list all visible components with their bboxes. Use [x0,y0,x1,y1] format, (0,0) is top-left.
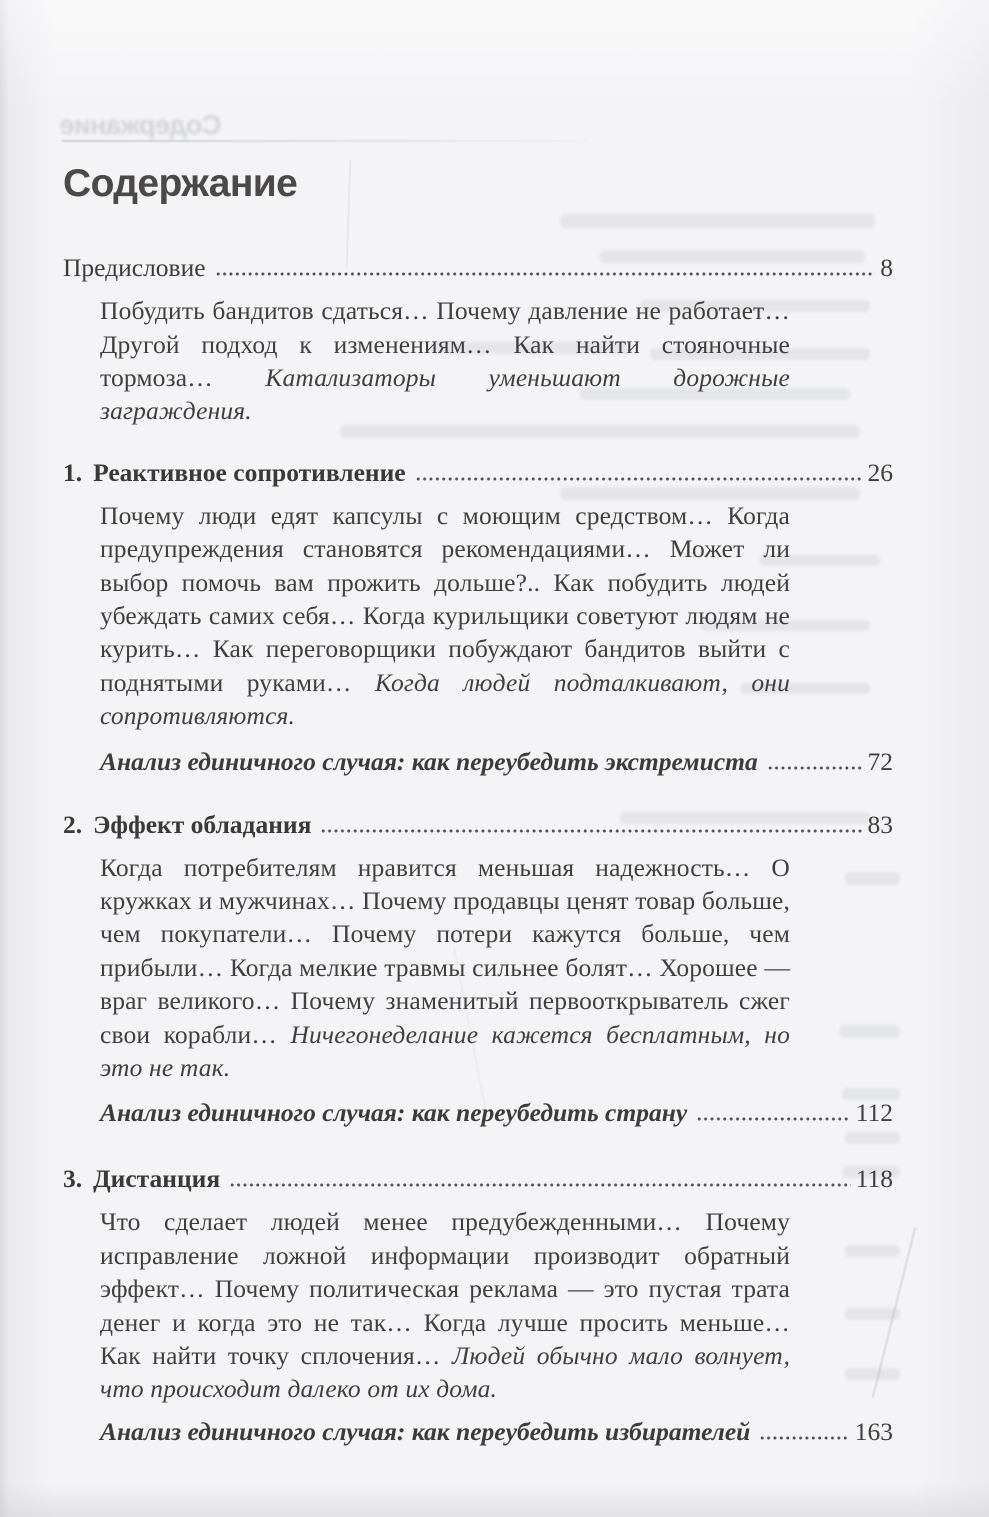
page-number: 8 [880,253,893,283]
dot-leader [416,474,863,484]
toc-entry-description [100,1205,790,1405]
toc-entry-chapter-3 [63,1162,893,1195]
description-text: Что сделает людей менее предубежденными… Почему исправление ложной информации производит обратный эффект… Почему политическая реклама — это пустая трата денег и когда это не так… Когда лучше просить меньше… Как найти точку сплочения… [100,1207,790,1371]
toc-entry-label: Предисловие [63,253,206,283]
description-text: Почему люди едят капсулы с моющим средством… Когда предупреждения становятся рекомендациями… Может ли выбор помочь вам прожить дольше?.. Как побудить людей убеждать самих себя… Когда курильщики советуют людям не курить… Как переговорщики побуждают бандитов выйти с поднятыми руками… [100,500,790,697]
page-number: 83 [867,809,893,839]
description-text-italic: Людей обычно мало волнует, что происходит далеко от их дома. [100,1341,790,1404]
case-study-label: Анализ единичного случая: как переубедить экстремиста [100,746,758,776]
case-study-label: Анализ единичного случая: как переубедить страну [100,1098,688,1128]
toc-entry-description [100,499,790,733]
toc-entry-description [100,294,790,428]
toc-entry-chapter-2 [63,808,893,841]
dot-leader [321,826,862,836]
page-number: 112 [855,1098,893,1128]
toc-entry-case-study-1 [100,745,893,778]
dot-leader [768,763,863,773]
chapter-number: 3. [63,1164,83,1194]
dot-leader [216,269,876,279]
dot-leader [760,1433,849,1443]
toc-entry-chapter-1 [63,456,893,489]
page-number: 72 [867,746,893,776]
case-study-label: Анализ единичного случая: как переубедить избирателей [100,1416,751,1446]
page-number: 118 [855,1164,893,1194]
chapter-number: 2. [63,809,83,839]
toc-entry-preface [63,251,893,284]
chapter-number: 1. [63,457,83,487]
page-title: Содержание [63,162,298,205]
chapter-title: Дистанция [93,1164,221,1194]
toc-entry-case-study-2 [100,1096,893,1129]
toc-entry-description [100,851,790,1085]
toc-content [63,0,893,1448]
toc-entry-case-study-3 [100,1415,893,1448]
chapter-title: Реактивное сопротивление [93,457,406,487]
description-text: Когда потребителям нравится меньшая надежность… О кружках и мужчинах… Почему продавцы ценят товар больше, чем покупатели… Почему потери кажутся больше, чем прибыли… Когда мелкие травмы сильнее болят… Хорошее — враг великого… Почему знаменитый первооткрыватель сжег свои корабли… [100,852,790,1049]
description-text: Побудить бандитов сдаться… Почему давление не работает… Другой подход к изменениям… Как найти стояночные тормоза… [100,296,790,392]
mirrored-header-show-through: Содержание [60,110,222,140]
chapter-title: Эффект обладания [93,809,312,839]
page-number: 163 [854,1416,893,1446]
dot-leader [697,1114,851,1124]
description-text-italic: Катализаторы уменьшают дорожные заграждения. [100,362,790,426]
description-text-italic: Ничегонеделание кажется бесплатным, но это не так. [100,1019,790,1083]
page-number: 26 [867,457,893,487]
description-text-italic: Когда людей подталкивают, они сопротивляются. [100,667,790,731]
dot-leader [230,1180,851,1190]
